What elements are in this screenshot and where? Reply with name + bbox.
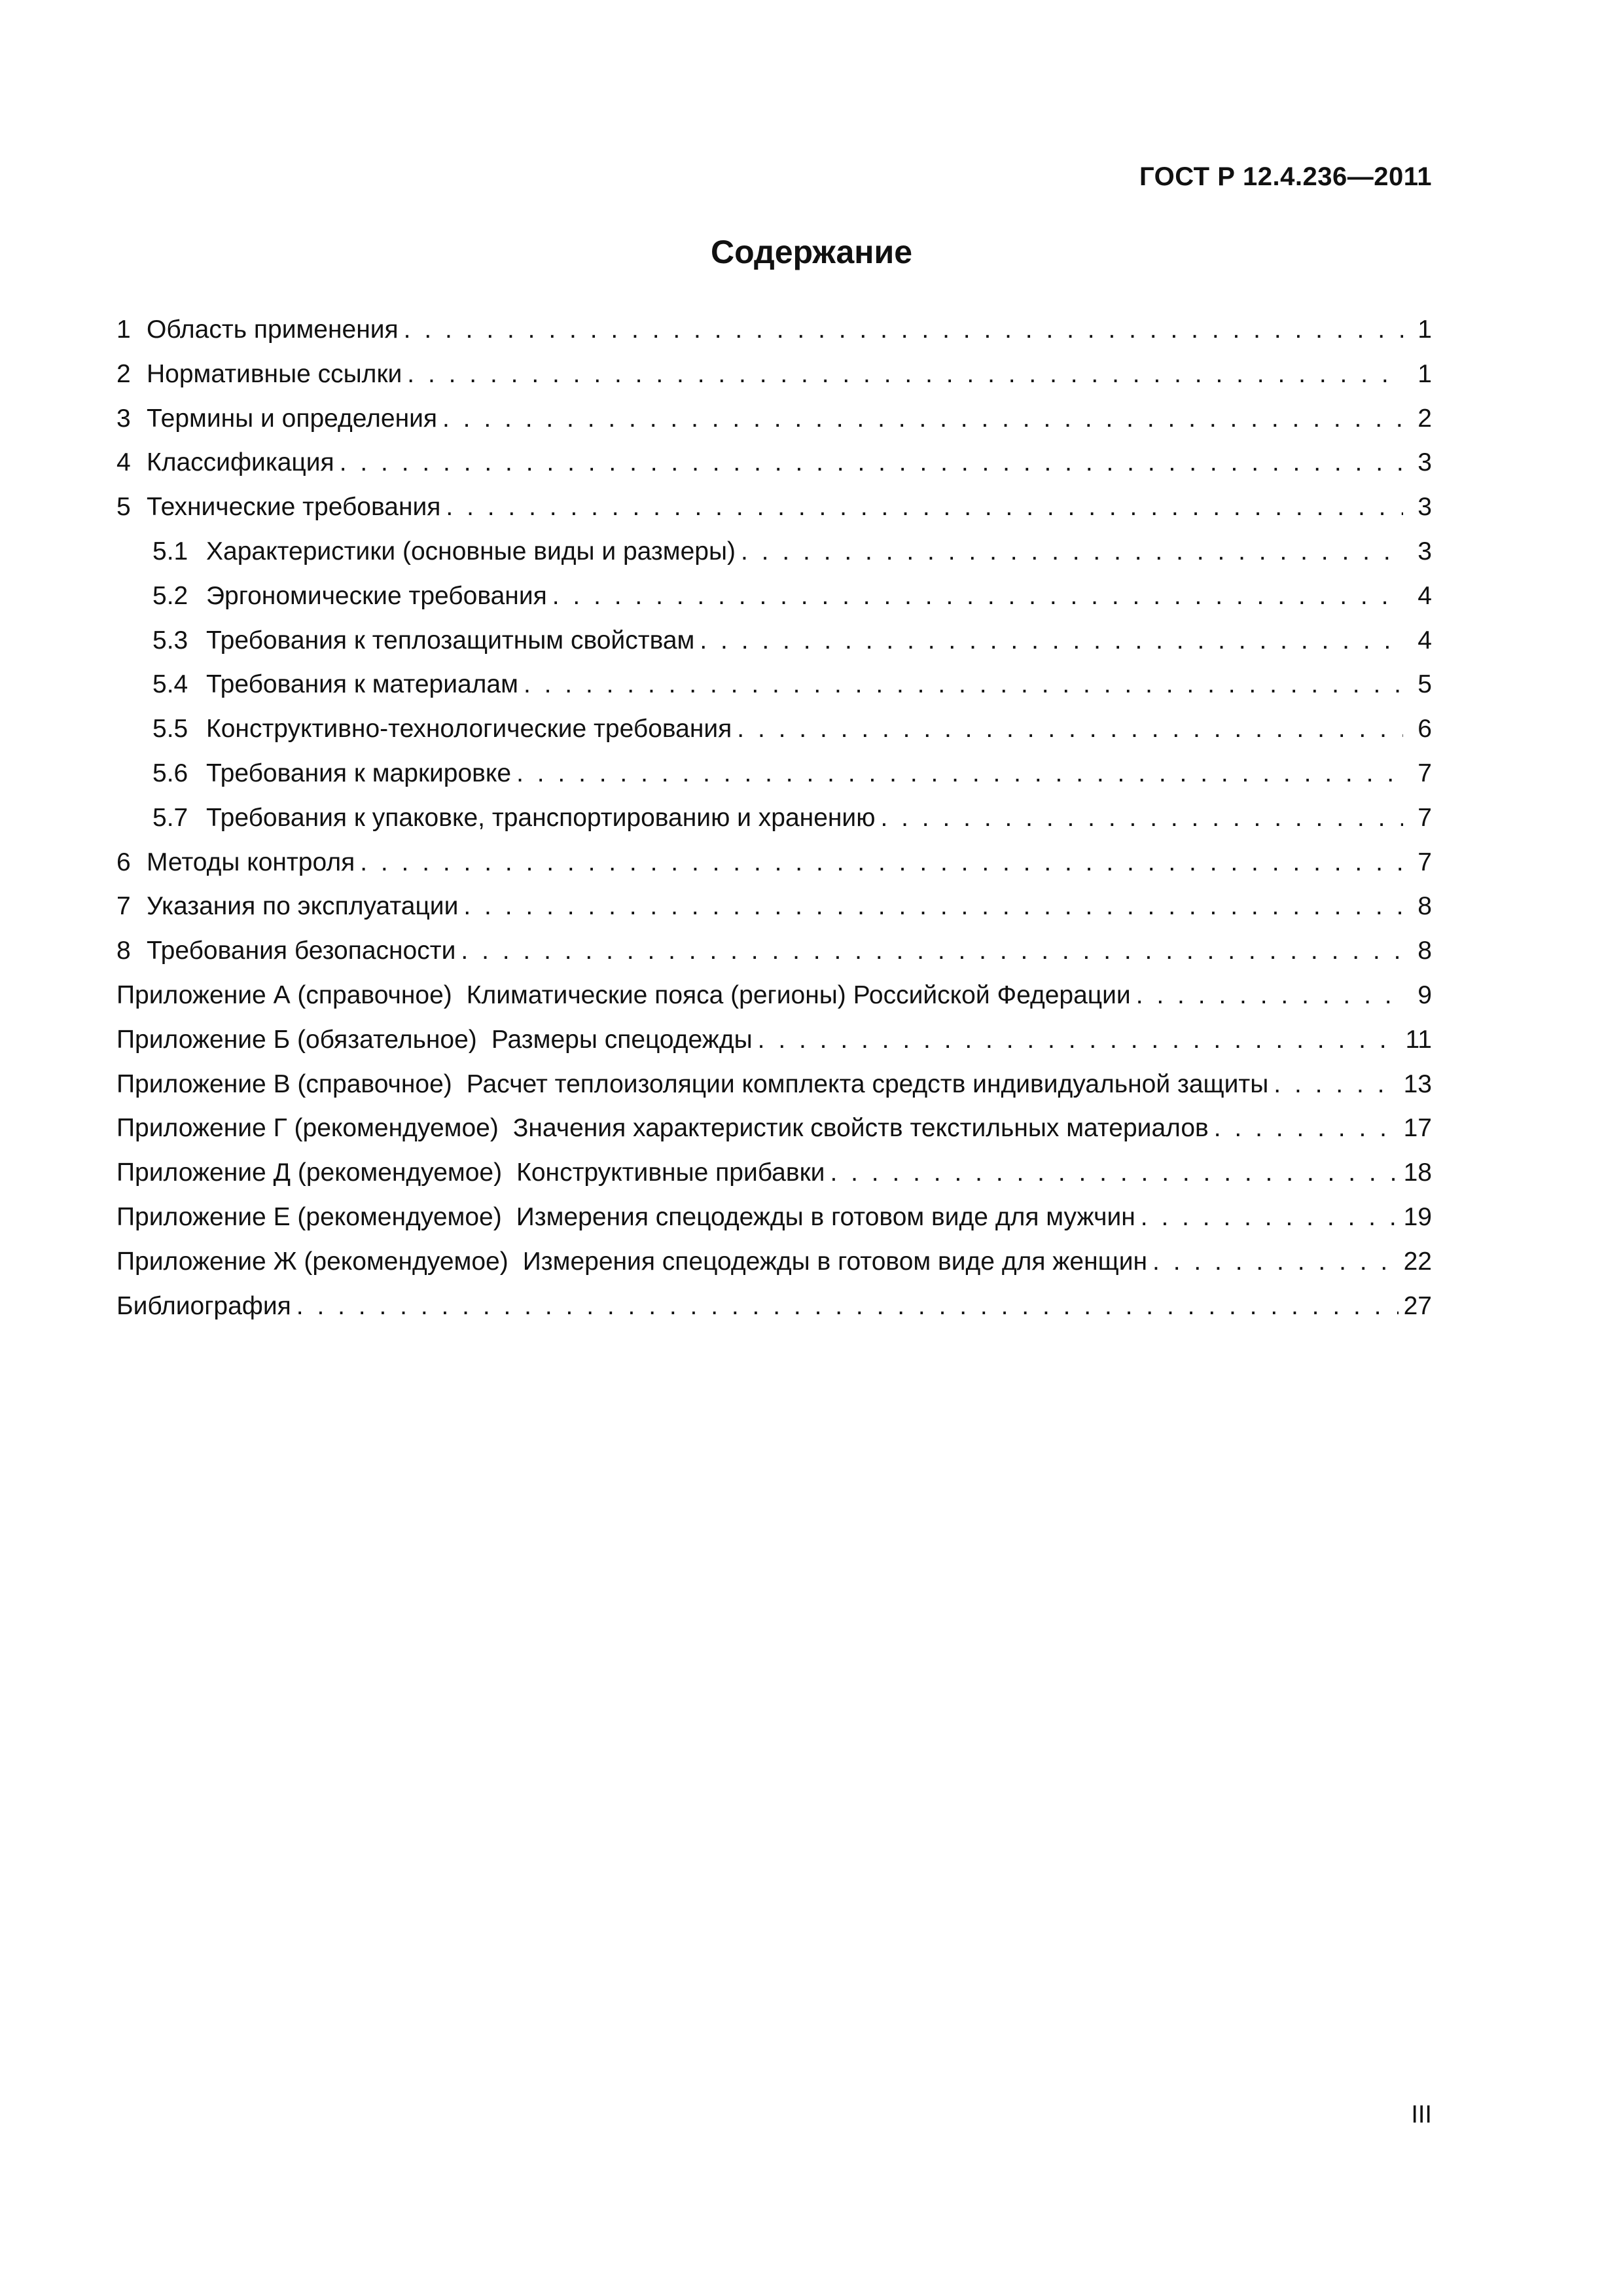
toc-entry-number: 5.7 [152, 803, 188, 832]
toc-entry-title: Конструктивные прибавки [516, 1158, 825, 1187]
toc-entry-page: 1 [1418, 359, 1432, 388]
toc-entry-title: Требования к материалам [206, 670, 518, 699]
toc-leader-dots [737, 707, 1403, 751]
toc-entry-title: Требования к упаковке, транспортированию и хранению [206, 803, 876, 832]
toc-entry-title: Значения характеристик свойств текстильных материалов [512, 1114, 1209, 1143]
toc-leader-dots [552, 574, 1403, 619]
toc-entry-number: 5.1 [152, 537, 188, 565]
toc-entry-title: Технические требования [147, 493, 441, 522]
toc-title: Содержание [710, 234, 913, 270]
toc-leader-dots [1141, 1195, 1399, 1240]
toc-subentry[interactable] [116, 574, 1432, 619]
toc-entry-page: 2 [1418, 404, 1432, 433]
toc-entry-title: Конструктивно-технологические требования [206, 715, 732, 744]
toc-entry-page: 22 [1403, 1247, 1432, 1276]
toc-entry-page: 8 [1418, 937, 1432, 965]
toc-leader-dots [880, 796, 1403, 840]
toc-subentry[interactable] [116, 529, 1432, 574]
toc-entry-page: 9 [1418, 980, 1432, 1009]
toc-leader-dots [446, 485, 1403, 529]
toc-entry-number: 5.3 [152, 626, 188, 655]
toc-entry-title: Эргономические требования [206, 581, 547, 610]
toc-entry-number: 7 [116, 892, 131, 921]
toc-subentry[interactable] [116, 619, 1432, 663]
toc-entry-number: 5.6 [152, 759, 188, 787]
toc-entry-title: Классификация [147, 448, 334, 477]
toc-leader-dots [340, 440, 1403, 485]
toc-entry-number: 6 [116, 848, 131, 876]
toc-entry-number: 1 [116, 315, 131, 344]
toc-leader-dots [1152, 1240, 1399, 1284]
toc-leader-dots [1214, 1106, 1399, 1151]
toc-entry-number: 5.2 [152, 581, 188, 610]
toc-entry-number: 2 [116, 359, 131, 388]
toc-appendix-label: Приложение Г (рекомендуемое) [116, 1114, 499, 1143]
toc-entry-number: 5.4 [152, 670, 188, 699]
toc-leader-dots [1136, 973, 1403, 1018]
toc-appendix-entry[interactable] [116, 1195, 1432, 1240]
document-code: ГОСТ Р 12.4.236—2011 [1139, 162, 1432, 191]
toc-appendix-entry[interactable] [116, 1062, 1432, 1107]
toc-entry-title: Расчет теплоизоляции комплекта средств индивидуальной защиты [466, 1069, 1269, 1098]
toc-entry-title: Размеры спецодежды [491, 1025, 753, 1054]
toc-leader-dots [442, 397, 1403, 441]
toc-entry-title: Указания по эксплуатации [147, 892, 459, 921]
toc-entry-title: Измерения спецодежды в готовом виде для мужчин [516, 1202, 1135, 1231]
toc-entry-page: 3 [1418, 448, 1432, 477]
toc-entry-page: 1 [1418, 315, 1432, 344]
toc-entry-title: Нормативные ссылки [147, 359, 402, 388]
toc-entry-page: 13 [1403, 1069, 1432, 1098]
toc-leader-dots [524, 662, 1403, 707]
toc-entry-page: 5 [1418, 670, 1432, 699]
toc-entry-number: 3 [116, 404, 131, 433]
toc-appendix-label: Приложение А (справочное) [116, 980, 452, 1009]
toc-entry[interactable] [116, 440, 1432, 485]
toc-subentry[interactable] [116, 707, 1432, 751]
toc-entry[interactable] [116, 397, 1432, 441]
toc-entry-page: 18 [1403, 1158, 1432, 1187]
toc-entry-title: Область применения [147, 315, 399, 344]
toc-leader-dots [404, 308, 1403, 352]
toc-leader-dots [407, 352, 1403, 397]
toc-leader-dots [296, 1284, 1399, 1329]
toc-entry[interactable] [116, 308, 1432, 352]
toc-entry[interactable] [116, 929, 1432, 973]
toc-entry-page: 17 [1403, 1114, 1432, 1143]
toc-leader-dots [758, 1018, 1400, 1062]
page-number: III [1411, 2101, 1432, 2128]
toc-appendix-label: Приложение Б (обязательное) [116, 1025, 477, 1054]
toc-appendix-entry[interactable] [116, 1106, 1432, 1151]
toc-entry-page: 7 [1418, 759, 1432, 787]
toc-appendix-label: Приложение Д (рекомендуемое) [116, 1158, 503, 1187]
toc-entry-page: 8 [1418, 892, 1432, 921]
toc-subentry[interactable] [116, 751, 1432, 796]
toc-appendix-entry[interactable] [116, 1240, 1432, 1284]
toc-entry-page: 3 [1418, 493, 1432, 522]
toc-entry-page: 27 [1403, 1291, 1432, 1320]
toc-entry-title: Измерения спецодежды в готовом виде для женщин [522, 1247, 1148, 1276]
toc-entry-page: 4 [1418, 581, 1432, 610]
toc-entry-title: Термины и определения [147, 404, 438, 433]
toc-leader-dots [741, 529, 1403, 574]
toc-leader-dots [360, 840, 1403, 885]
toc-entry-page: 7 [1418, 848, 1432, 876]
toc-entry-number: 5 [116, 493, 131, 522]
toc-appendix-entry[interactable] [116, 1151, 1432, 1195]
toc-leader-dots [461, 929, 1403, 973]
toc-entry-title: Требования безопасности [147, 937, 456, 965]
toc-leader-dots [516, 751, 1403, 796]
toc-appendix-label: Приложение Ж (рекомендуемое) [116, 1247, 508, 1276]
toc-subentry[interactable] [116, 662, 1432, 707]
toc-entry-page: 4 [1418, 626, 1432, 655]
toc-subentry[interactable] [116, 796, 1432, 840]
toc-appendix-entry[interactable] [116, 973, 1432, 1018]
toc-entry-page: 7 [1418, 803, 1432, 832]
toc-appendix-label: Приложение В (справочное) [116, 1069, 452, 1098]
toc-entry-title: Требования к теплозащитным свойствам [206, 626, 695, 655]
toc-entry-number: 8 [116, 937, 131, 965]
toc-leader-dots [1274, 1062, 1398, 1107]
toc-entry[interactable] [116, 352, 1432, 397]
toc-entry-title: Требования к маркировке [206, 759, 512, 787]
toc-entry-title: Методы контроля [147, 848, 355, 876]
toc-entry-title: Характеристики (основные виды и размеры) [206, 537, 736, 565]
toc-entry-number: 5.5 [152, 715, 188, 744]
toc-entry[interactable] [116, 485, 1432, 529]
toc-bibliography-entry[interactable] [116, 1284, 1432, 1329]
toc-leader-dots [700, 619, 1403, 663]
toc-entry-page: 3 [1418, 537, 1432, 565]
toc-appendix-label: Приложение Е (рекомендуемое) [116, 1202, 502, 1231]
toc-leader-dots [830, 1151, 1398, 1195]
toc-appendix-entry[interactable] [116, 1018, 1432, 1062]
toc-entry[interactable] [116, 884, 1432, 929]
toc-entry-title: Библиография [116, 1291, 291, 1320]
toc-entry-page: 11 [1405, 1025, 1432, 1054]
toc-entry[interactable] [116, 840, 1432, 885]
table-of-contents [116, 308, 1432, 1328]
toc-entry-page: 6 [1418, 715, 1432, 744]
toc-entry-page: 19 [1403, 1202, 1432, 1231]
toc-entry-title: Климатические пояса (регионы) Российской Федерации [466, 980, 1131, 1009]
toc-leader-dots [463, 884, 1403, 929]
toc-entry-number: 4 [116, 448, 131, 477]
